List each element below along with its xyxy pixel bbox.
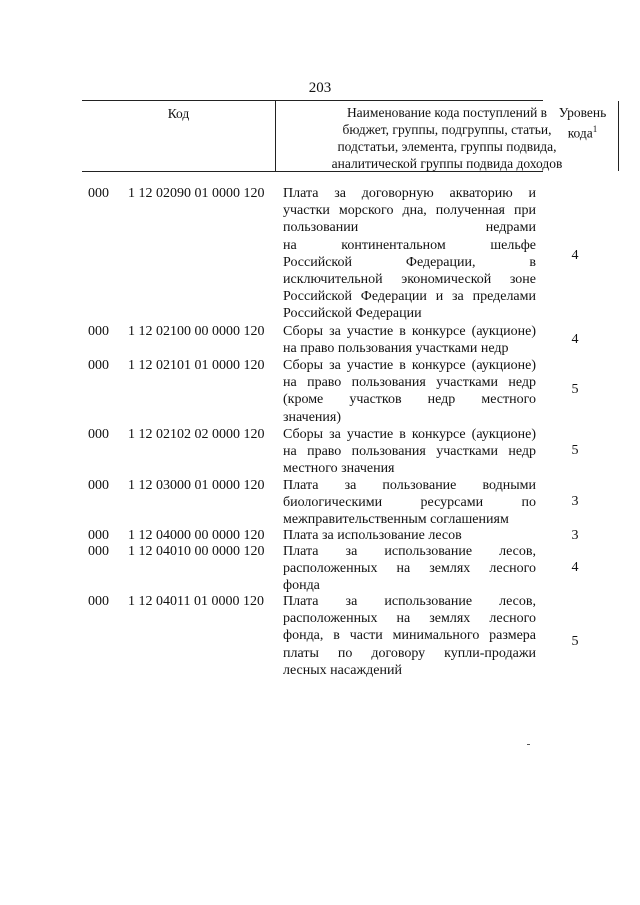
row-level: 5	[571, 443, 579, 458]
row-level: 4	[571, 248, 579, 263]
row-name-line: Сборы за участие в конкурсе (аукционе)	[283, 358, 536, 373]
row-code: 1 12 02100 00 0000 120	[128, 324, 265, 339]
row-prefix: 000	[88, 358, 109, 373]
row-name-line: на право пользования участками недр	[283, 375, 536, 391]
row-name-line: пользовании недрами	[283, 220, 536, 236]
header-level-word: кода	[567, 125, 593, 141]
row-code: 1 12 04000 00 0000 120	[128, 528, 265, 543]
row-code: 1 12 04011 01 0000 120	[128, 594, 264, 609]
header-name-line: бюджет, группы, подгруппы, статьи,	[342, 122, 552, 137]
row-level: 5	[571, 382, 579, 397]
row-name-line: Российской Федерации, в	[283, 254, 536, 270]
row-name-line: Плата за договорную акваторию и	[283, 186, 536, 201]
row-name-line: Плата за пользование водными	[283, 478, 536, 493]
row-name-line: местного значения	[283, 461, 395, 477]
row-name-line: лесных насаждений	[283, 662, 402, 678]
row-code: 1 12 04010 00 0000 120	[128, 544, 265, 559]
row-prefix: 000	[88, 427, 109, 442]
header-level	[543, 101, 622, 174]
row-name	[283, 323, 536, 357]
row-name-line: Российской Федерации и за пределами	[283, 289, 536, 305]
row-name-line: Сборы за участие в конкурсе (аукционе)	[283, 427, 536, 442]
row-name-line: на право пользования участками недр	[283, 444, 536, 460]
header-level-line2	[543, 121, 622, 142]
row-level: 4	[571, 560, 579, 575]
row-prefix: 000	[88, 594, 109, 609]
row-name-line: Плата за использование лесов,	[283, 594, 536, 609]
header-code: Код	[82, 101, 276, 171]
row-name-line: Плата за использование лесов,	[283, 544, 536, 559]
row-prefix: 000	[88, 186, 109, 201]
row-name	[283, 543, 536, 595]
row-level: 3	[571, 528, 579, 543]
row-name-line: значения)	[283, 409, 342, 425]
row-prefix: 000	[88, 478, 109, 493]
row-name	[283, 527, 536, 544]
row-name	[283, 477, 536, 529]
row-code: 1 12 02090 01 0000 120	[128, 186, 265, 201]
header-name-line: аналитической группы подвида доходов	[331, 156, 563, 171]
row-prefix: 000	[88, 528, 109, 543]
row-level: 5	[571, 634, 579, 649]
scan-mark	[527, 744, 530, 745]
row-name-line: на континентальном шельфе	[283, 237, 536, 253]
page-number: 203	[308, 80, 332, 96]
row-name-line: Плата за использование лесов	[283, 528, 462, 543]
row-name-line: расположенных на землях лесного	[283, 561, 536, 577]
row-name-line: биологическими ресурсами по	[283, 495, 536, 511]
header-name-line: подстатьи, элемента, группы подвида,	[337, 139, 557, 154]
row-level: 3	[571, 494, 579, 509]
row-name	[283, 185, 536, 323]
row-name-line: Сборы за участие в конкурсе (аукционе)	[283, 324, 536, 339]
row-name-line: участки морского дна, полученная при	[283, 203, 536, 219]
row-prefix: 000	[88, 324, 109, 339]
row-name-line: (кроме участков недр местного	[283, 392, 536, 408]
row-name-line: фонда, в части минимального размера	[283, 628, 536, 644]
table-header	[82, 100, 607, 172]
footnote-marker: 1	[592, 124, 598, 134]
row-name-line: Российской Федерации	[283, 306, 422, 322]
row-name-line: межправительственным соглашениям	[283, 512, 509, 528]
row-code: 1 12 02102 02 0000 120	[128, 427, 265, 442]
row-name	[283, 357, 536, 426]
row-name-line: исключительной экономической зоне	[283, 272, 536, 288]
header-level-line1: Уровень	[558, 105, 607, 120]
row-level: 4	[571, 332, 579, 347]
row-code: 1 12 03000 01 0000 120	[128, 478, 265, 493]
row-name	[283, 593, 536, 679]
row-name-line: фонда	[283, 578, 320, 594]
row-name-line: платы по договору купли-продажи	[283, 645, 536, 661]
row-name-line: расположенных на землях лесного	[283, 611, 536, 627]
row-name	[283, 426, 536, 478]
header-name-line: Наименование кода поступлений в	[346, 105, 548, 120]
row-name-line: на право пользования участками недр	[283, 341, 509, 357]
row-prefix: 000	[88, 544, 109, 559]
row-code: 1 12 02101 01 0000 120	[128, 358, 265, 373]
